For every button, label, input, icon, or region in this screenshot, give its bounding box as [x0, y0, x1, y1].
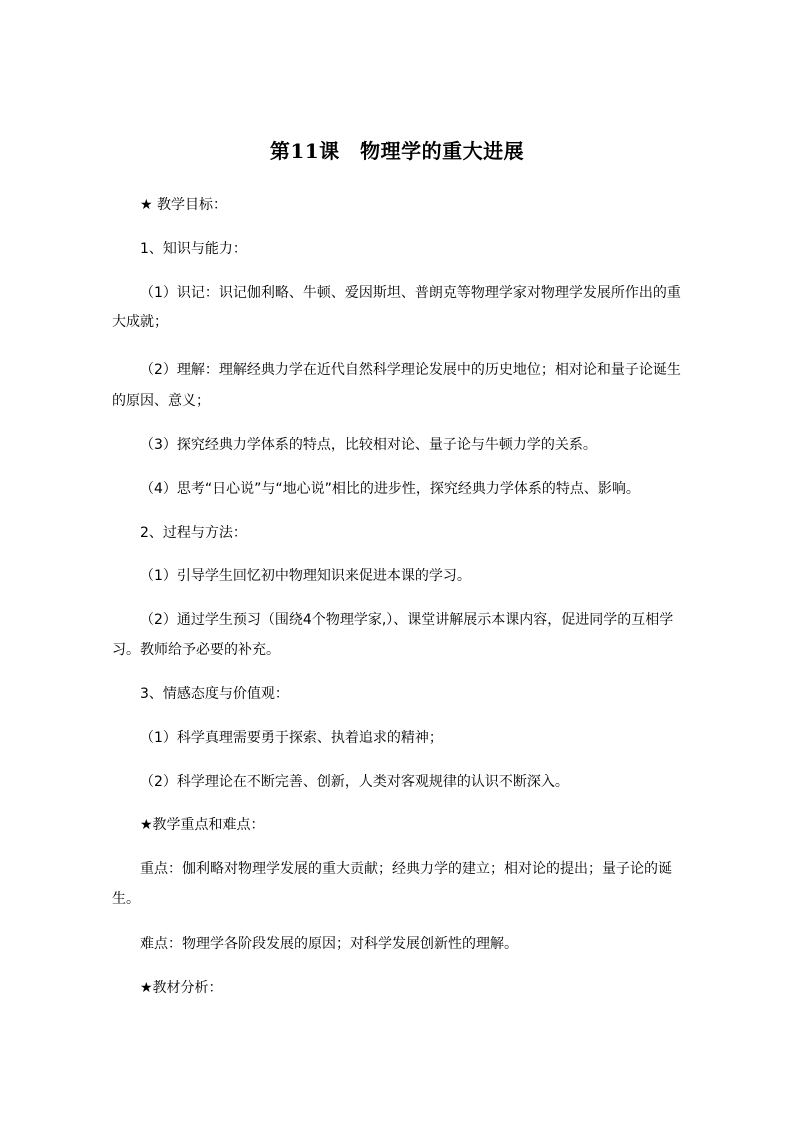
page-title: 第11课 物理学的重大进展: [269, 139, 525, 163]
paragraph-line: 习。教师给予必要的补充。: [112, 642, 280, 658]
paragraph-line: （1）引导学生回忆初中物理知识来促进本课的学习。: [140, 568, 471, 584]
subheading-process: 2、过程与方法：: [140, 525, 247, 541]
section-heading-textbook-analysis: ★教材分析：: [140, 980, 223, 996]
paragraph-line: （2）通过学生预习（围绕4个物理学家,）、课堂讲解展示本课内容，促进同学的互相学: [140, 612, 674, 628]
paragraph-line: （2）理解：理解经典力学在近代自然科学理论发展中的历史地位；相对论和量子论诞生: [140, 362, 681, 378]
paragraph-line: 大成就；: [112, 314, 168, 330]
section-heading-key-points: ★教学重点和难点：: [140, 817, 265, 833]
paragraph-line: 的原因、意义；: [112, 393, 210, 409]
paragraph-line: （1）科学真理需要勇于探索、执着追求的精神；: [140, 730, 443, 746]
subheading-knowledge: 1、知识与能力：: [140, 241, 247, 257]
paragraph-line: 生。: [112, 891, 140, 907]
section-heading-objectives: ★ 教学目标：: [140, 197, 228, 213]
paragraph-line: （4）思考“日心说”与“地心说”相比的进步性，探究经典力学体系的特点、影响。: [140, 481, 640, 497]
paragraph-line: （3）探究经典力学体系的特点，比较相对论、量子论与牛顿力学的关系。: [140, 437, 597, 453]
paragraph-line: 重点：伽利略对物理学发展的重大贡献；经典力学的建立；相对论的提出；量子论的诞: [140, 861, 672, 877]
paragraph-line: （2）科学理论在不断完善、创新，人类对客观规律的认识不断深入。: [140, 774, 569, 790]
paragraph-line: （1）识记：识记伽利略、牛顿、爱因斯坦、普朗克等物理学家对物理学发展所作出的重: [140, 285, 681, 301]
paragraph-line: 难点：物理学各阶段发展的原因；对科学发展创新性的理解。: [140, 936, 518, 952]
subheading-attitude: 3、情感态度与价值观：: [140, 686, 289, 702]
